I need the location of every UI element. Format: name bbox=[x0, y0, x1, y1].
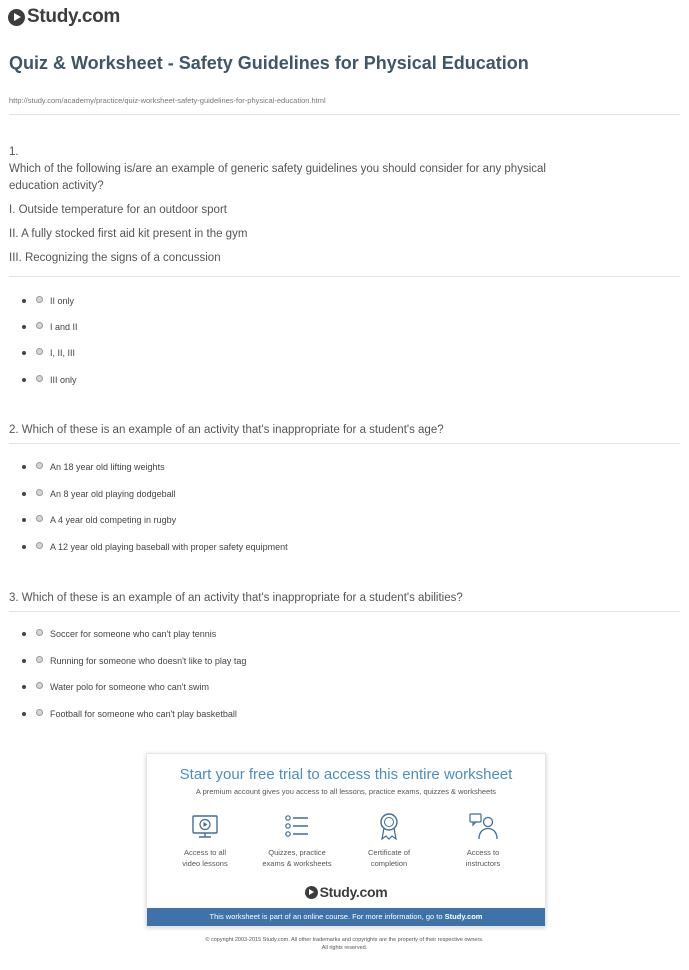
q1-option-3[interactable] bbox=[22, 348, 75, 358]
q2-option-2[interactable] bbox=[22, 489, 176, 499]
question-3-divider bbox=[9, 611, 680, 612]
bullet-icon bbox=[22, 299, 26, 303]
q3-option-4[interactable] bbox=[22, 709, 237, 719]
copyright-line-1: © copyright 2003-2015 Study.com. All other trademarks and copyrights are the property of their respective owners. bbox=[205, 937, 484, 943]
bullet-icon bbox=[22, 492, 26, 496]
option-label: Soccer for someone who can't play tennis bbox=[50, 629, 217, 639]
feature-label-line1: Access to all bbox=[183, 848, 227, 857]
copyright-footer bbox=[0, 937, 689, 952]
feature-label-line2: video lessons bbox=[182, 859, 228, 868]
promo-logo-text: Study.com bbox=[319, 884, 388, 900]
question-2-divider bbox=[9, 443, 680, 444]
bullet-icon bbox=[22, 712, 26, 716]
question-1-statement-1: I. Outside temperature for an outdoor sport bbox=[9, 204, 227, 216]
question-1-number: 1. bbox=[9, 146, 19, 158]
play-circle-icon bbox=[8, 9, 25, 26]
feature-label-line1: Access to bbox=[466, 848, 500, 857]
question-1-text: Which of the following is/are an example of generic safety guidelines you should consider for any physical education activity? bbox=[9, 163, 546, 192]
q1-option-2[interactable] bbox=[22, 322, 78, 332]
video-lesson-icon bbox=[190, 811, 220, 841]
feature-label-line2: completion bbox=[370, 859, 408, 868]
bullet-icon bbox=[22, 685, 26, 689]
q3-option-3[interactable] bbox=[22, 682, 209, 692]
question-1-statement-2: II. A fully stocked first aid kit present in the gym bbox=[9, 228, 248, 240]
feature-instructors bbox=[438, 811, 528, 869]
q1-option-1[interactable] bbox=[22, 296, 74, 306]
logo-text: Study.com bbox=[27, 6, 121, 27]
certificate-icon bbox=[374, 811, 404, 841]
feature-label-line2: instructors bbox=[465, 859, 501, 868]
option-label: I and II bbox=[50, 322, 78, 332]
radio-button[interactable] bbox=[36, 462, 43, 469]
q2-option-3[interactable] bbox=[22, 515, 176, 525]
promo-bar-link[interactable]: Study.com bbox=[444, 912, 483, 921]
feature-label-line2: exams & worksheets bbox=[262, 859, 332, 868]
checklist-icon bbox=[282, 811, 312, 841]
page-title: Quiz & Worksheet - Safety Guidelines for Physical Education bbox=[9, 53, 529, 73]
radio-button[interactable] bbox=[36, 375, 43, 382]
option-label: Water polo for someone who can't swim bbox=[50, 682, 209, 692]
page-url: http://study.com/academy/practice/quiz-worksheet-safety-guidelines-for-physical-education.html bbox=[9, 96, 326, 105]
free-trial-promo[interactable] bbox=[146, 753, 546, 927]
question-1-divider bbox=[9, 276, 680, 277]
radio-button[interactable] bbox=[36, 489, 43, 496]
radio-button[interactable] bbox=[36, 542, 43, 549]
radio-button[interactable] bbox=[36, 296, 43, 303]
feature-label-line1: Certificate of bbox=[367, 848, 411, 857]
option-label: A 12 year old playing baseball with proper safety equipment bbox=[50, 542, 288, 552]
option-label: I, II, III bbox=[50, 348, 76, 358]
q2-option-4[interactable] bbox=[22, 542, 288, 552]
radio-button[interactable] bbox=[36, 322, 43, 329]
radio-button[interactable] bbox=[36, 629, 43, 636]
instructor-chat-icon bbox=[468, 811, 498, 841]
q3-option-1[interactable] bbox=[22, 629, 216, 639]
q2-option-1[interactable] bbox=[22, 462, 165, 472]
promo-subtitle: A premium account gives you access to all lessons, practice exams, quizzes & worksheets bbox=[195, 787, 497, 796]
option-label: An 8 year old playing dodgeball bbox=[50, 489, 176, 499]
feature-certificate bbox=[344, 811, 434, 869]
question-2-text: 2. Which of these is an example of an activity that's inappropriate for a student's age? bbox=[9, 424, 444, 436]
bullet-icon bbox=[22, 518, 26, 522]
bullet-icon bbox=[22, 545, 26, 549]
feature-label-line1: Quizzes, practice bbox=[268, 848, 326, 857]
question-3-text: 3. Which of these is an example of an activity that's inappropriate for a student's abilities? bbox=[9, 592, 463, 604]
option-label: III only bbox=[50, 375, 77, 385]
radio-button[interactable] bbox=[36, 515, 43, 522]
copyright-line-2: All rights reserved. bbox=[321, 944, 368, 951]
radio-button[interactable] bbox=[36, 682, 43, 689]
promo-title[interactable]: Start your free trial to access this entire worksheet bbox=[179, 766, 513, 783]
bullet-icon bbox=[22, 351, 26, 355]
bullet-icon bbox=[22, 465, 26, 469]
study-logo[interactable] bbox=[8, 6, 120, 28]
option-label: A 4 year old competing in rugby bbox=[50, 515, 177, 525]
header-divider bbox=[9, 114, 680, 115]
bullet-icon bbox=[22, 659, 26, 663]
promo-logo[interactable] bbox=[147, 884, 545, 900]
q3-option-2[interactable] bbox=[22, 656, 246, 666]
radio-button[interactable] bbox=[36, 348, 43, 355]
bullet-icon bbox=[22, 632, 26, 636]
radio-button[interactable] bbox=[36, 656, 43, 663]
radio-button[interactable] bbox=[36, 709, 43, 716]
bullet-icon bbox=[22, 325, 26, 329]
feature-video-lessons bbox=[160, 811, 250, 869]
play-circle-icon bbox=[305, 886, 318, 899]
option-label: An 18 year old lifting weights bbox=[50, 462, 165, 472]
promo-info-bar bbox=[147, 908, 545, 926]
option-label: Running for someone who doesn't like to play tag bbox=[50, 656, 247, 666]
feature-quizzes bbox=[252, 811, 342, 869]
option-label: II only bbox=[50, 296, 75, 306]
question-1-statement-3: III. Recognizing the signs of a concussion bbox=[9, 252, 221, 264]
promo-bar-text: This worksheet is part of an online course. For more information, go to bbox=[209, 912, 443, 921]
option-label: Football for someone who can't play basketball bbox=[50, 709, 237, 719]
bullet-icon bbox=[22, 378, 26, 382]
q1-option-4[interactable] bbox=[22, 375, 77, 385]
